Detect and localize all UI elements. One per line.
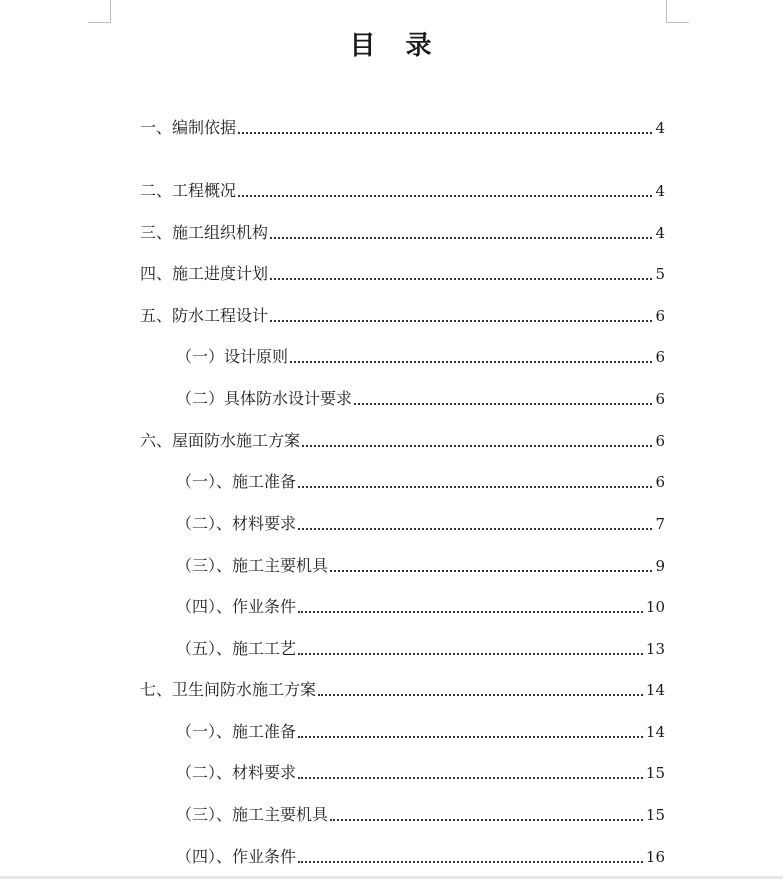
toc-dot-leader: [290, 361, 652, 363]
toc-dot-leader: [330, 819, 643, 821]
toc-entry-label: （三）、施工主要机具: [176, 805, 329, 824]
toc-dot-leader: [270, 237, 652, 239]
toc-entry-label: （二）、材料要求: [176, 514, 297, 533]
toc-entry-page: 9: [655, 557, 665, 575]
toc-entry-label: 二、工程概况: [140, 181, 237, 200]
toc-entry-page: 6: [655, 473, 665, 491]
toc-entry-label: 一、编制依据: [140, 118, 237, 137]
toc-entry-page: 6: [655, 432, 665, 450]
toc-subentry[interactable]: [176, 554, 665, 578]
toc-entry-label: （二）具体防水设计要求: [176, 389, 353, 408]
toc-dot-leader: [270, 278, 652, 280]
toc-entry-label: 六、屋面防水施工方案: [140, 431, 301, 450]
toc-entry-label: （二）、材料要求: [176, 763, 297, 782]
toc-dot-leader: [270, 320, 652, 322]
toc-subentry[interactable]: [176, 512, 665, 536]
toc-subentry[interactable]: [176, 345, 665, 369]
toc-dot-leader: [330, 570, 652, 572]
toc-subentry[interactable]: [176, 803, 665, 827]
toc-entry-label: （一）、施工准备: [176, 722, 297, 741]
toc-entry-label: （一）、施工准备: [176, 472, 297, 491]
toc-entry-label: 三、施工组织机构: [140, 223, 269, 242]
toc-dot-leader: [302, 445, 652, 447]
toc-entry[interactable]: [140, 116, 665, 140]
toc-entry-label: （一）设计原则: [176, 347, 289, 366]
toc-entry-page: 14: [645, 723, 665, 741]
toc-dot-leader: [298, 528, 652, 530]
toc-entry[interactable]: [140, 678, 665, 702]
toc-dot-leader: [298, 486, 652, 488]
toc-entry-page: 5: [655, 265, 665, 283]
toc-entry-page: 14: [645, 681, 665, 699]
toc-entry[interactable]: [140, 221, 665, 245]
crop-mark-top-right: [666, 0, 689, 23]
toc-entry-page: 7: [655, 515, 665, 533]
toc-entry[interactable]: [140, 304, 665, 328]
crop-mark-top-left: [88, 0, 111, 23]
toc-dot-leader: [238, 195, 652, 197]
toc-entry-label: （四）、作业条件: [176, 597, 297, 616]
toc-dot-leader: [298, 861, 643, 863]
toc-subentry[interactable]: [176, 470, 665, 494]
toc-entry-page: 15: [645, 764, 665, 782]
toc-entry-page: 16: [645, 848, 665, 866]
toc-entry[interactable]: [140, 262, 665, 286]
toc-entry-page: 15: [645, 806, 665, 824]
toc-entry-page: 6: [655, 348, 665, 366]
toc-entry-page: 6: [655, 307, 665, 325]
toc-subentry[interactable]: [176, 761, 665, 785]
toc-subentry[interactable]: [176, 637, 665, 661]
toc-entry-label: （三）、施工主要机具: [176, 556, 329, 575]
toc-subentry[interactable]: [176, 845, 665, 869]
toc-entry-label: （四）、作业条件: [176, 847, 297, 866]
toc-dot-leader: [298, 736, 643, 738]
toc-entry-page: 6: [655, 390, 665, 408]
toc-dot-leader: [298, 777, 643, 779]
toc-entry[interactable]: [140, 179, 665, 203]
toc-entry-page: 4: [655, 224, 665, 242]
toc-entry-label: 四、施工进度计划: [140, 264, 269, 283]
toc-entry-label: 七、卫生间防水施工方案: [140, 680, 317, 699]
toc-dot-leader: [238, 132, 652, 134]
toc-dot-leader: [298, 611, 643, 613]
toc-subentry[interactable]: [176, 387, 665, 411]
toc-subentry[interactable]: [176, 720, 665, 744]
toc-entry-page: 4: [655, 119, 665, 137]
toc-dot-leader: [318, 694, 643, 696]
toc-dot-leader: [354, 403, 652, 405]
toc-title: 目 录: [349, 31, 434, 61]
toc-dot-leader: [298, 653, 643, 655]
toc-entry-page: 10: [645, 598, 665, 616]
toc-entry-page: 13: [645, 640, 665, 658]
toc-entry-label: （五）、施工工艺: [176, 639, 297, 658]
toc-subentry[interactable]: [176, 595, 665, 619]
toc-entry-page: 4: [655, 182, 665, 200]
toc-entry[interactable]: [140, 429, 665, 453]
toc-entry-label: 五、防水工程设计: [140, 306, 269, 325]
